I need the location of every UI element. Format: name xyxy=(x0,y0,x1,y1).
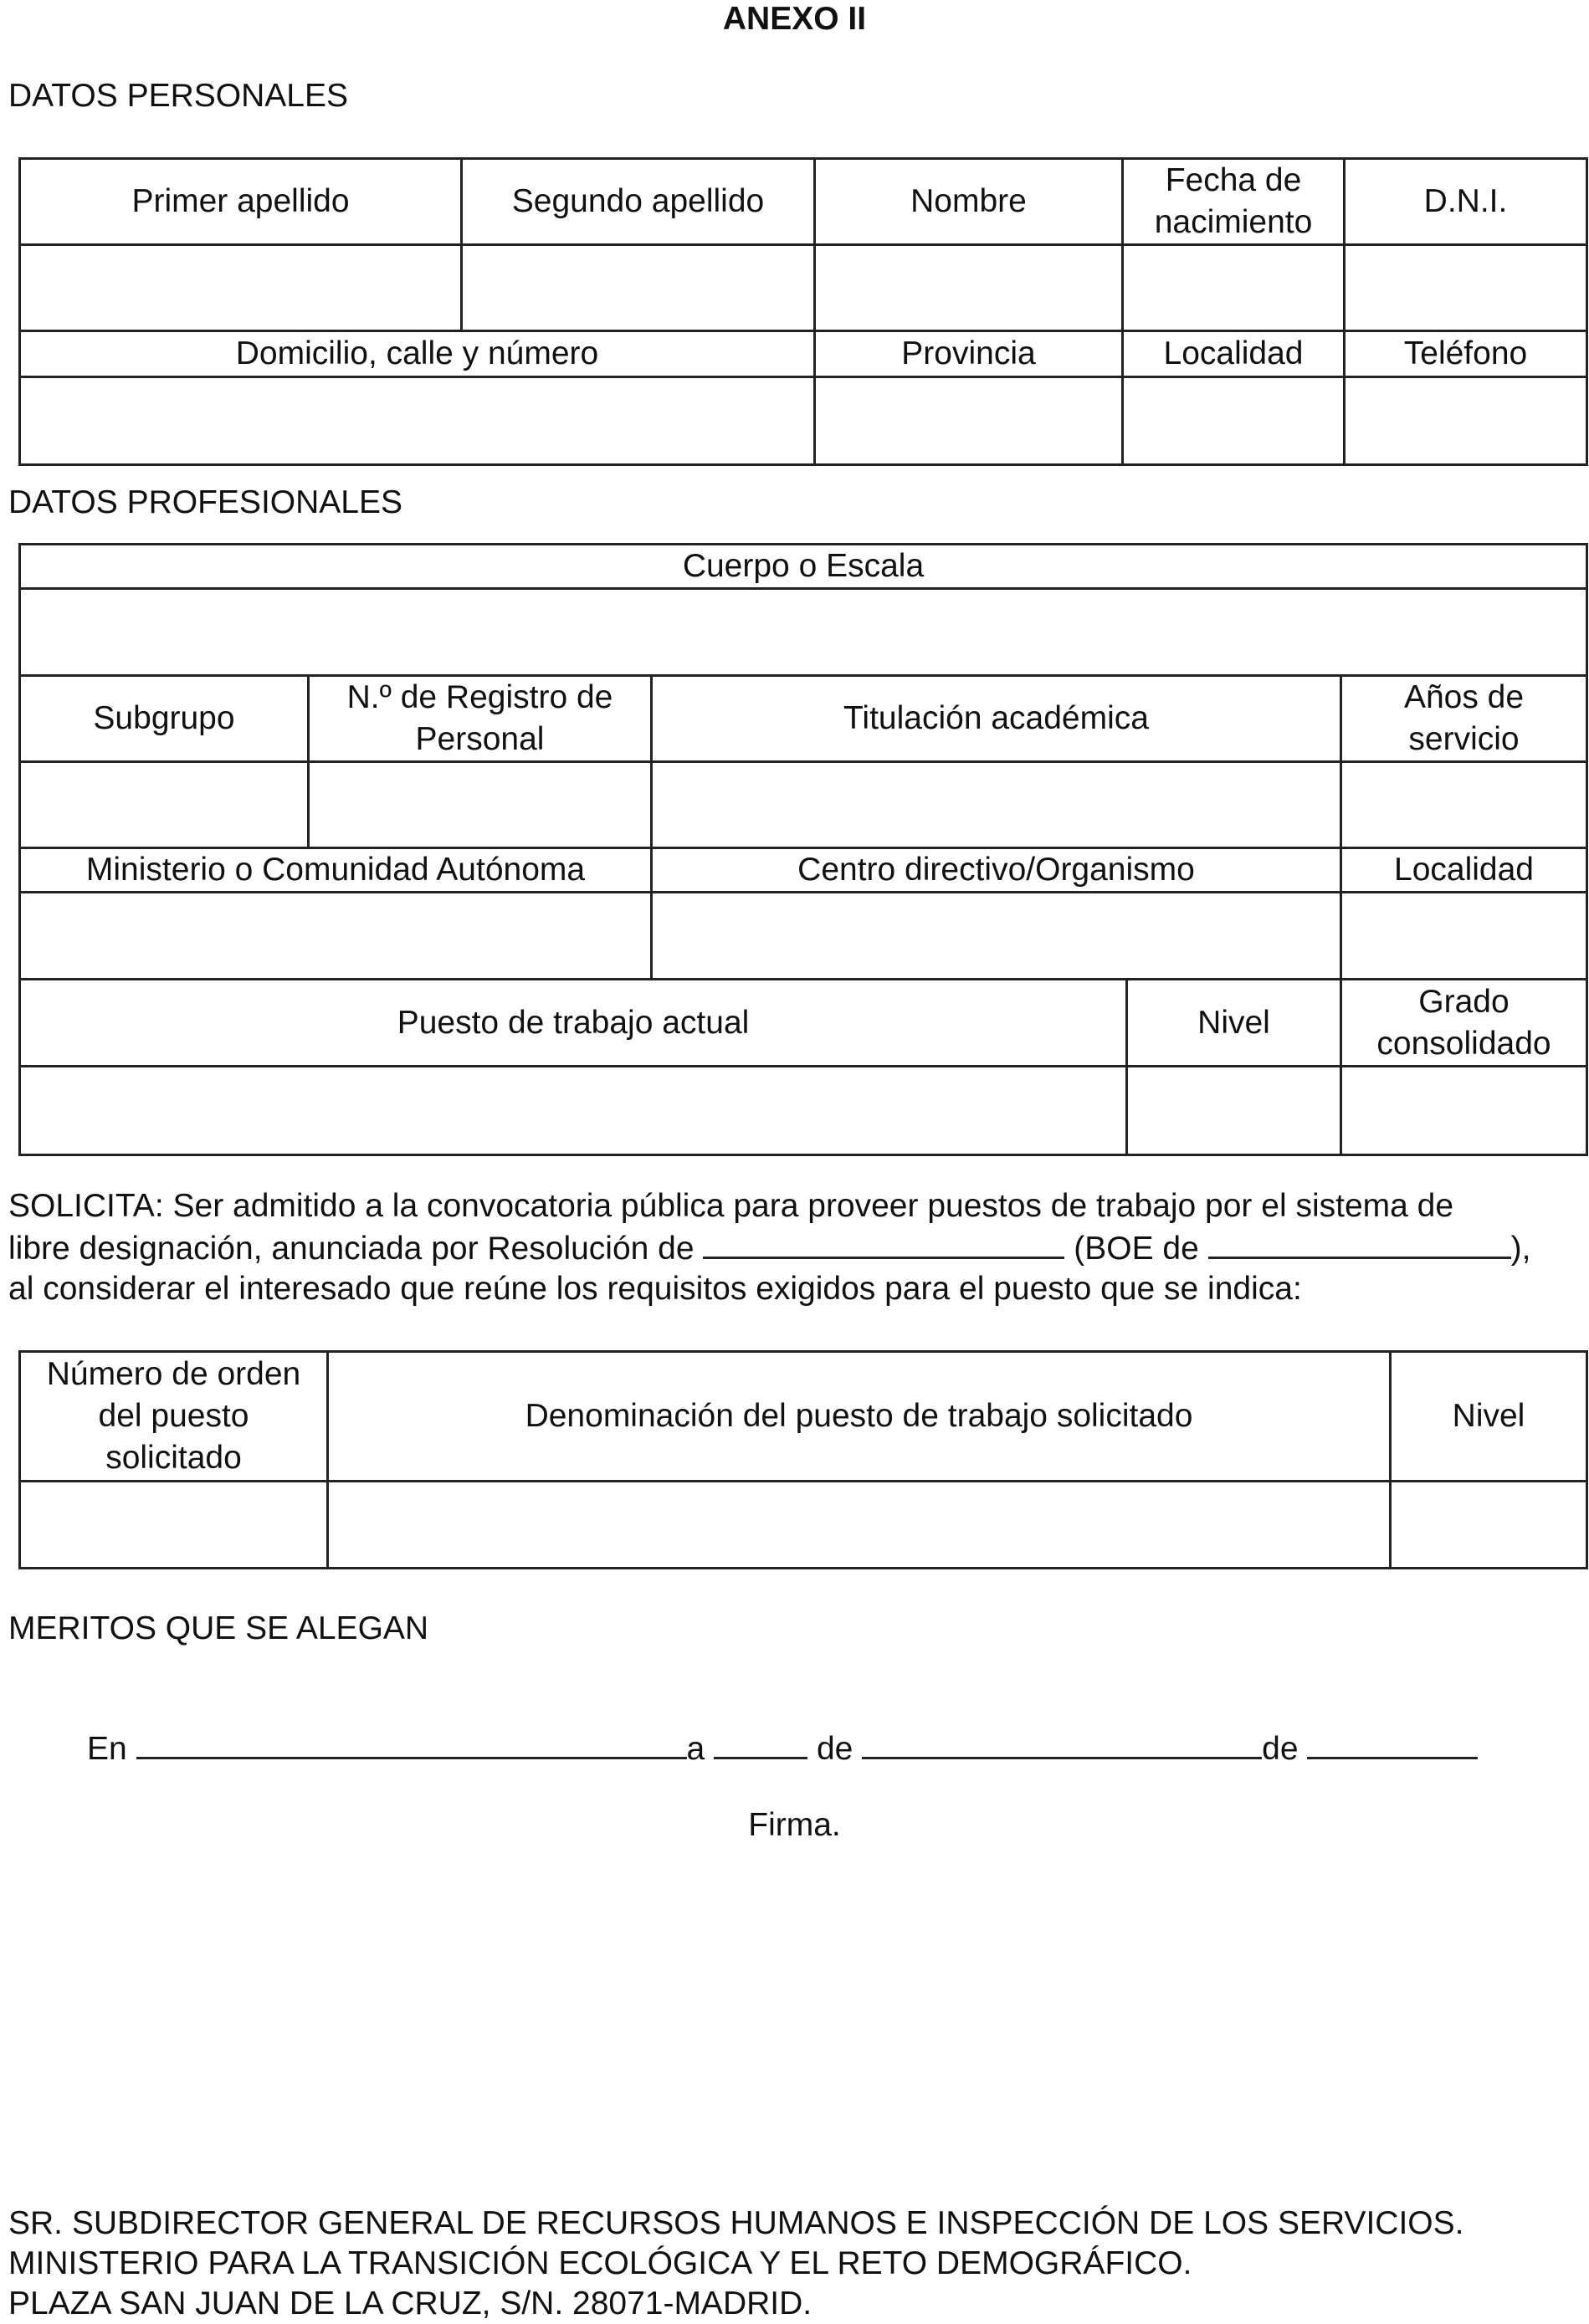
address-line-3: PLAZA SAN JUAN DE LA CRUZ, S/N. 28071-MADRID. xyxy=(8,2286,812,2321)
solicita-boe-close: ), xyxy=(1510,1231,1531,1267)
professional-data-table xyxy=(18,543,1588,1156)
field-puesto-actual[interactable] xyxy=(20,1067,1127,1155)
field-anos-servicio[interactable] xyxy=(1341,762,1587,848)
header-telefono: Teléfono xyxy=(1345,331,1587,377)
header-titulacion: Titulación académica xyxy=(652,676,1341,762)
header-nombre: Nombre xyxy=(815,159,1123,245)
requested-position-table xyxy=(18,1350,1588,1569)
firma-label: Firma. xyxy=(748,1807,841,1843)
merits-heading: MERITOS QUE SE ALEGAN xyxy=(8,1610,429,1646)
field-localidad-prof[interactable] xyxy=(1341,893,1587,980)
boe-blank[interactable] xyxy=(1208,1226,1511,1259)
recipient-address xyxy=(8,2204,1463,2324)
page-title: ANEXO II xyxy=(722,1,867,37)
date-de1-label: de xyxy=(816,1731,853,1767)
field-grado-consolidado[interactable] xyxy=(1341,1067,1587,1155)
header-provincia: Provincia xyxy=(815,331,1123,377)
signature-date-line xyxy=(87,1727,1478,1769)
header-anos-servicio: Años de servicio xyxy=(1341,676,1587,762)
field-nivel[interactable] xyxy=(1127,1067,1341,1155)
field-primer-apellido[interactable] xyxy=(20,245,462,331)
field-denominacion-puesto[interactable] xyxy=(328,1482,1391,1569)
place-blank[interactable] xyxy=(136,1727,687,1759)
header-registro-personal: N.º de Registro de Personal xyxy=(309,676,652,762)
date-de2-label: de xyxy=(1262,1731,1299,1767)
solicita-resolucion-label: libre designación, anunciada por Resolución de xyxy=(8,1231,695,1267)
solicita-line-3: al considerar el interesado que reúne los requisitos exigidos para el puesto que se indica: xyxy=(8,1271,1302,1307)
field-registro-personal[interactable] xyxy=(309,762,652,848)
address-line-2: MINISTERIO PARA LA TRANSICIÓN ECOLÓGICA Y EL RETO DEMOGRÁFICO. xyxy=(8,2245,1192,2281)
header-nivel-solicitado: Nivel xyxy=(1391,1352,1587,1482)
day-blank[interactable] xyxy=(714,1727,807,1759)
header-grado-consolidado: Grado consolidado xyxy=(1341,980,1587,1067)
year-blank[interactable] xyxy=(1307,1727,1478,1759)
address-line-1: SR. SUBDIRECTOR GENERAL DE RECURSOS HUMANOS E INSPECCIÓN DE LOS SERVICIOS. xyxy=(8,2205,1464,2241)
personal-data-heading: DATOS PERSONALES xyxy=(8,78,349,114)
field-nombre[interactable] xyxy=(815,245,1123,331)
field-ministerio[interactable] xyxy=(20,893,652,980)
header-dni: D.N.I. xyxy=(1345,159,1587,245)
header-subgrupo: Subgrupo xyxy=(20,676,309,762)
header-denominacion-puesto: Denominación del puesto de trabajo solicitado xyxy=(328,1352,1391,1482)
header-centro-directivo: Centro directivo/Organismo xyxy=(652,848,1341,893)
header-cuerpo-escala: Cuerpo o Escala xyxy=(20,545,1587,589)
header-nivel: Nivel xyxy=(1127,980,1341,1067)
personal-data-table xyxy=(18,157,1588,466)
header-localidad-prof: Localidad xyxy=(1341,848,1587,893)
field-domicilio[interactable] xyxy=(20,377,815,465)
header-domicilio: Domicilio, calle y número xyxy=(20,331,815,377)
date-a-label: a xyxy=(686,1731,705,1767)
header-ministerio: Ministerio o Comunidad Autónoma xyxy=(20,848,652,893)
header-segundo-apellido: Segundo apellido xyxy=(462,159,815,245)
field-cuerpo-escala[interactable] xyxy=(20,589,1587,676)
professional-data-heading: DATOS PROFESIONALES xyxy=(8,484,403,520)
solicita-paragraph xyxy=(8,1186,1577,1309)
header-primer-apellido: Primer apellido xyxy=(20,159,462,245)
solicita-line-1: SOLICITA: Ser admitido a la convocatoria pública para proveer puestos de trabajo por el sistema de xyxy=(8,1188,1454,1224)
month-blank[interactable] xyxy=(862,1727,1262,1759)
field-subgrupo[interactable] xyxy=(20,762,309,848)
field-provincia[interactable] xyxy=(815,377,1123,465)
field-telefono[interactable] xyxy=(1345,377,1587,465)
header-numero-orden: Número de orden del puesto solicitado xyxy=(20,1352,328,1482)
solicita-line-2 xyxy=(8,1226,1577,1269)
field-numero-orden[interactable] xyxy=(20,1482,328,1569)
resolucion-blank[interactable] xyxy=(703,1226,1064,1259)
field-segundo-apellido[interactable] xyxy=(462,245,815,331)
field-centro-directivo[interactable] xyxy=(652,893,1341,980)
field-titulacion[interactable] xyxy=(652,762,1341,848)
field-nivel-solicitado[interactable] xyxy=(1391,1482,1587,1569)
date-en-label: En xyxy=(87,1731,127,1767)
field-dni[interactable] xyxy=(1345,245,1587,331)
header-puesto-actual: Puesto de trabajo actual xyxy=(20,980,1127,1067)
header-localidad: Localidad xyxy=(1123,331,1345,377)
solicita-boe-label: (BOE de xyxy=(1074,1231,1199,1267)
field-localidad[interactable] xyxy=(1123,377,1345,465)
header-fecha-nacimiento: Fecha de nacimiento xyxy=(1123,159,1345,245)
field-fecha-nacimiento[interactable] xyxy=(1123,245,1345,331)
